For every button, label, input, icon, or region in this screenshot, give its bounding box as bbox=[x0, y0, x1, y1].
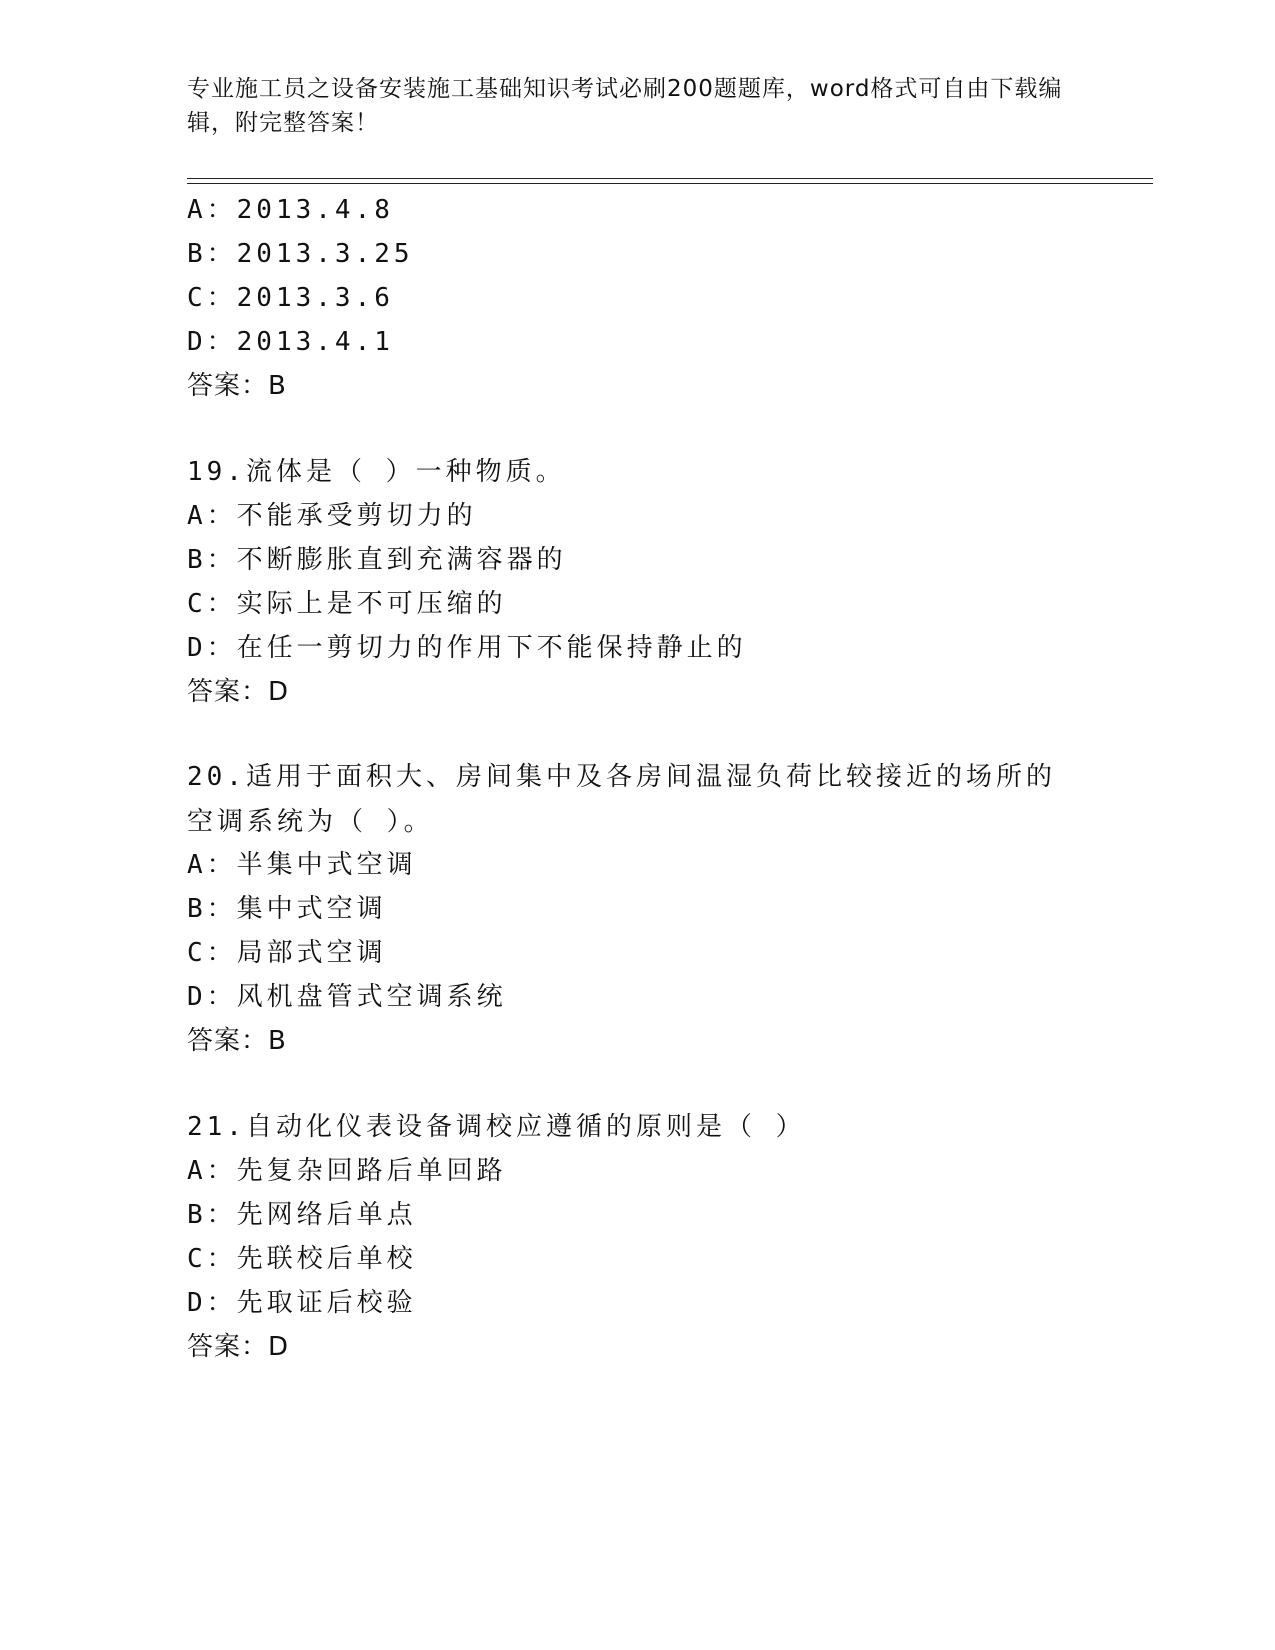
q21-option-a: A：先复杂回路后单回路 bbox=[187, 1156, 507, 1186]
q21-option-d: D：先取证后校验 bbox=[187, 1288, 417, 1318]
q19-answer: 答案：D bbox=[187, 677, 290, 707]
q19-stem: 19.流体是（ ）一种物质。 bbox=[187, 457, 566, 487]
q21-option-c: C：先联校后单校 bbox=[187, 1244, 417, 1274]
q19-option-c: C：实际上是不可压缩的 bbox=[187, 589, 507, 619]
q19-option-d: D：在任一剪切力的作用下不能保持静止的 bbox=[187, 633, 747, 663]
q18-option-a: A：2013.4.8 bbox=[187, 195, 394, 225]
header-divider-top bbox=[187, 178, 1153, 179]
q18-option-c: C：2013.3.6 bbox=[187, 283, 394, 313]
q19-option-a: A：不能承受剪切力的 bbox=[187, 501, 477, 531]
q20-answer: 答案：B bbox=[187, 1026, 287, 1056]
q18-answer: 答案：B bbox=[187, 371, 287, 401]
q20-option-a: A：半集中式空调 bbox=[187, 850, 417, 880]
q19-option-b: B：不断膨胀直到充满容器的 bbox=[187, 545, 567, 575]
q21-answer: 答案：D bbox=[187, 1332, 290, 1362]
q18-option-b: B：2013.3.25 bbox=[187, 239, 414, 269]
q21-stem: 21.自动化仪表设备调校应遵循的原则是（ ） bbox=[187, 1112, 806, 1142]
q21-option-b: B：先网络后单点 bbox=[187, 1200, 417, 1230]
q20-stem: 20.适用于面积大、房间集中及各房间温湿负荷比较接近的场所的空调系统为（ ）。 bbox=[187, 762, 1056, 837]
q20-option-b: B：集中式空调 bbox=[187, 894, 387, 924]
q20-option-c: C：局部式空调 bbox=[187, 938, 387, 968]
q18-option-d: D：2013.4.1 bbox=[187, 327, 394, 357]
header-divider-bottom bbox=[187, 183, 1153, 184]
document-header: 专业施工员之设备安装施工基础知识考试必刷200题题库，word格式可自由下载编辑，附完整答案！ bbox=[187, 76, 1063, 136]
q20-option-d: D：风机盘管式空调系统 bbox=[187, 982, 507, 1012]
